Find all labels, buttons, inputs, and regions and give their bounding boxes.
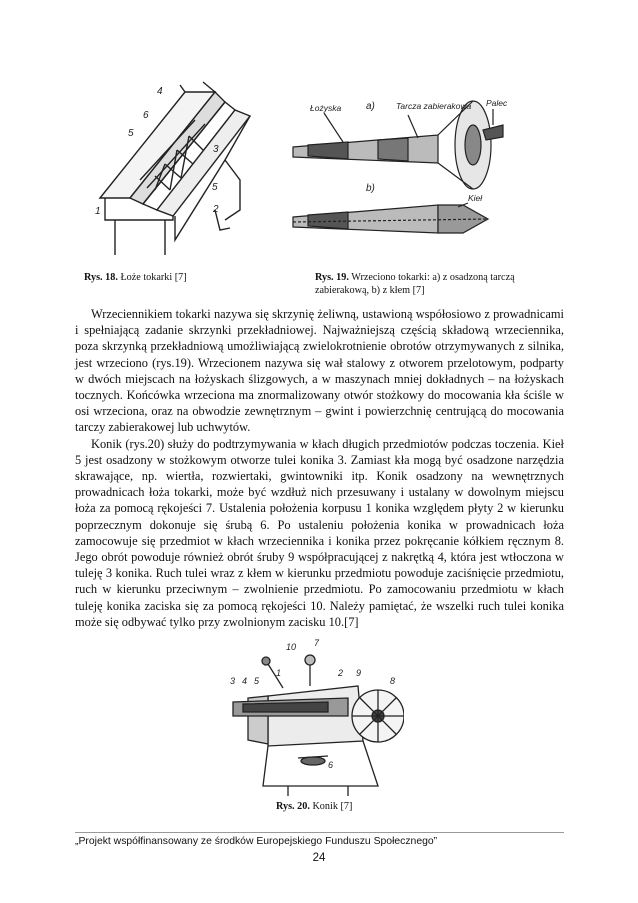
figure-19-text-line2: zabierakową, b) z kłem [7] xyxy=(315,284,425,296)
fig20-label-2: 2 xyxy=(338,668,344,678)
footer-funding-note: „Projekt współfinansowany ze środków Europejskiego Funduszu Społecznego” xyxy=(75,836,438,847)
fig19-label-a: a) xyxy=(366,101,375,112)
fig19-label-b: b) xyxy=(366,183,375,194)
footer-divider xyxy=(75,832,564,833)
fig19-label-kiel: Kieł xyxy=(468,193,483,203)
fig20-label-8: 8 xyxy=(390,676,396,686)
fig20-label-7: 7 xyxy=(314,638,320,648)
page-number: 24 xyxy=(312,852,326,864)
figure-20-text: Konik [7] xyxy=(312,801,353,812)
figure-20-number: Rys. 20. xyxy=(276,801,310,812)
fig20-label-9: 9 xyxy=(356,668,362,678)
figure-18-number: Rys. 18. xyxy=(84,272,118,283)
fig19-label-tarcza: Tarcza zabierakowa xyxy=(396,101,472,111)
fig18-label-1: 1 xyxy=(95,206,101,217)
figure-20-caption xyxy=(276,801,352,814)
figure-20-tailstock xyxy=(228,636,404,796)
fig20-label-10: 10 xyxy=(286,642,297,652)
paragraph-2: Konik (rys.20) służy do podtrzymywania w kłach długich przedmiotów podczas toczenia. Kieł 5 jest osadzony w stożkowym otworze tulei konika 3. Zamiast kła mogą być osadzone narzędzia skrawające, np. wiertła, rozwiertaki, gwintowniki itp. Konik osadzony na wewnętrznych prowadnicach łoża tokarki, może być wzdłuż nich przesuwany i ustalany w dowolnym miejscu łoża za pomocą rękojeści 7. Ustalenia położenia korpusu 1 konika względem płyty 2 w kierunku poprzecznym dokonuje się śrubą 6. Po ustaleniu położenia konika w prowadnicach łoża zamocowuje się przedmiot w kłach wrzeciennika i konika przez pokręcanie kółkiem ręcznym 8. Jego obrót powoduje również obrót śruby 9 współpracującej z nakrętką 4, która jest wtłoczona w tuleję 3 konika. Ruch tulei wraz z kłem w kierunku przedmiotu powoduje zaciśnięcie przedmiotu, ruch w kierunku przeciwnym – zwolnienie przedmiotu. Po zamocowaniu przedmiotu w kłach tuleję konika zaciska się za pomocą rękojeści 10. Należy pamiętać, że wszelki ruch tulei konika może się odbywać tylko przy zwolnionym zacisku 10.[7] xyxy=(75,436,564,629)
fig18-label-6: 6 xyxy=(143,110,149,121)
figure-18-caption xyxy=(84,272,187,285)
fig20-label-1: 1 xyxy=(276,668,282,678)
paragraph-1: Wrzeciennikiem tokarki nazywa się skrzynię żeliwną, ustawioną współosiowo z prowadnicami i spełniającą zadanie skrzynki przekładniowej. Najważniejszą częścią składową wrzeciennika, poza skrzynką przekładniową umożliwiającą zwielokrotnienie obrotów otrzymywanych z silnika, jest wrzeciono (rys.19). Wrzecionem nazywa się wał stalowy z otworem przelotowym, podparty w dwóch miejscach na łożyskach ślizgowych, a w maszynach mniej dokładnych – na łożyskach tocznych. Końcówka wrzeciona ma znormalizowany otwór stożkowy do mocowania kła ściśle w osi wrzeciona, oraz na obwodzie zewnętrznym – gwint i powierzchnię centrującą do mocowania tarczy zabierakowej lub uchwytów. xyxy=(75,307,564,435)
figure-19-number: Rys. 19. xyxy=(315,272,349,283)
fig20-label-6: 6 xyxy=(328,760,334,770)
fig18-label-5b: 5 xyxy=(212,182,218,193)
fig20-label-4: 4 xyxy=(242,676,248,686)
fig19-label-palec: Palec xyxy=(486,98,508,108)
body-text xyxy=(75,306,564,630)
fig18-label-4: 4 xyxy=(157,86,163,97)
figure-19-caption xyxy=(315,272,575,297)
figure-18-text: Łoże tokarki [7] xyxy=(120,272,187,283)
fig18-label-5a: 5 xyxy=(128,128,134,139)
figure-18-lathe-bed xyxy=(85,80,255,255)
fig20-label-3: 3 xyxy=(230,676,236,686)
fig19-label-lozyska: Łożyska xyxy=(310,103,342,113)
figure-19-text-line1: Wrzeciono tokarki: a) z osadzoną tarczą xyxy=(351,272,515,283)
fig18-label-2: 2 xyxy=(213,204,219,215)
figure-19-spindle xyxy=(288,95,518,255)
fig20-label-5: 5 xyxy=(254,676,260,686)
fig18-label-3: 3 xyxy=(213,144,219,155)
